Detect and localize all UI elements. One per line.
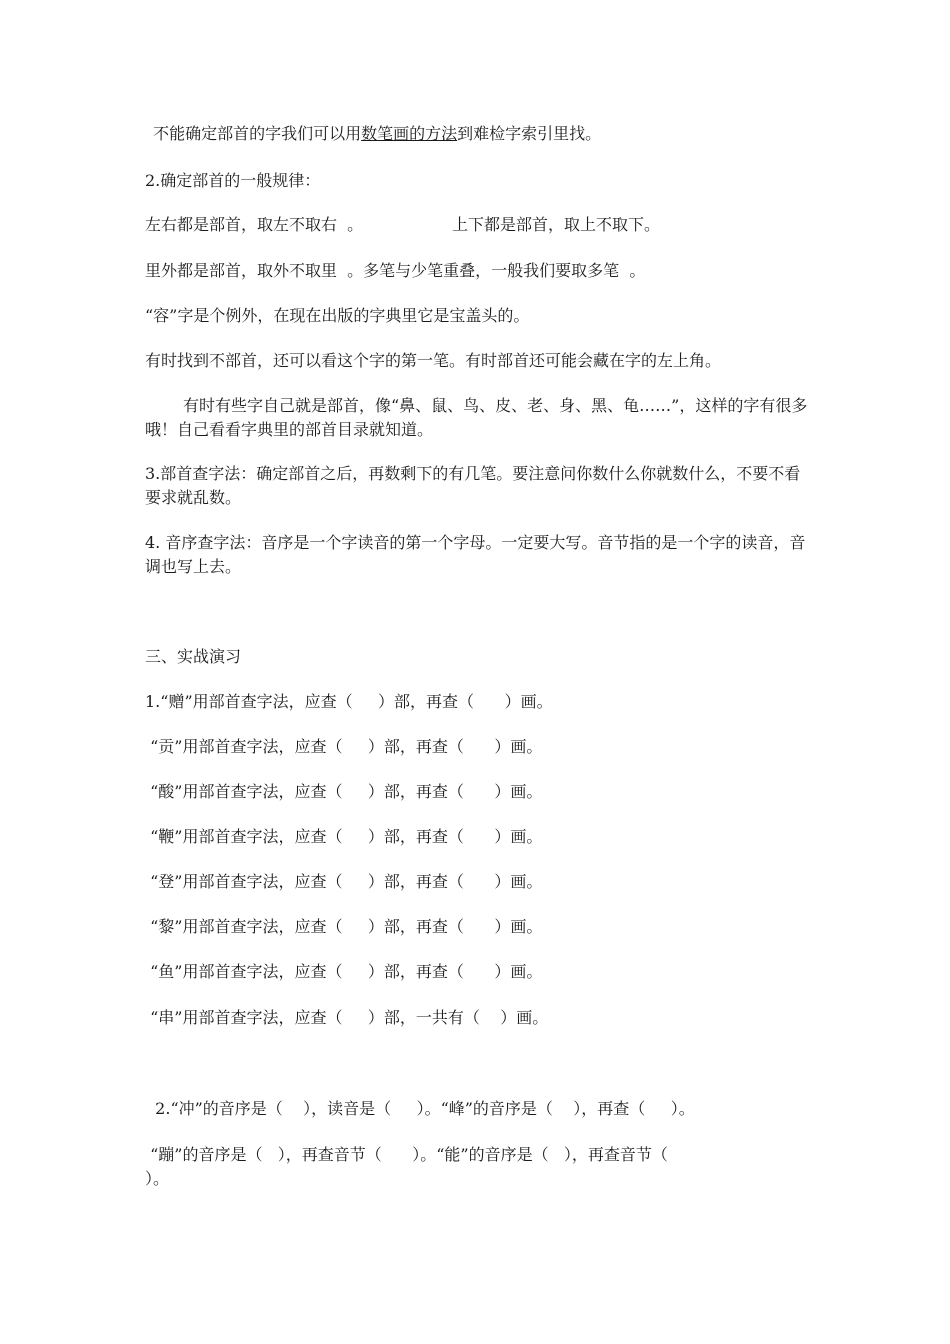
intro-text: 不能确定部首的字我们可以用 <box>148 124 362 143</box>
rule-exception: “容”字是个例外，在现在出版的字典里它是宝盖头的。 <box>145 306 530 325</box>
rule-first-stroke: 有时找到不部首，还可以看这个字的第一笔。有时部首还可能会藏在字的左上角。 <box>145 351 722 370</box>
exercise-phonetic-1: 2.“冲”的音序是（ ），读音是（ ）。“峰”的音序是（ ），再查（ ）。 <box>145 1099 695 1118</box>
rule-left-right: 左右都是部首，取左不取右 。 <box>145 215 364 234</box>
exercise-line: “登”用部首查字法，应查（ ）部，再查（ ）画。 <box>145 872 543 891</box>
method-phonetic: 4. 音序查字法：音序是一个字读音的第一个字母。一定要大写。音节指的是一个字的读音，音调也写上去。 <box>145 533 806 576</box>
rule-self-radical: 有时有些字自己就是部首，像“鼻、鼠、鸟、皮、老、身、黑、龟……”，这样的字有很多哦！自己看看字典里的部首目录就知道。 <box>145 396 808 439</box>
rule-outer-inner: 里外都是部首，取外不取里 。多笔与少笔重叠，一般我们要取多笔 。 <box>145 261 646 280</box>
exercise-line: “酸”用部首查字法，应查（ ）部，再查（ ）画。 <box>145 782 543 801</box>
method-radical: 3.部首查字法：确定部首之后，再数剩下的有几笔。要注意问你数什么你就数什么，不要不看要求就乱数。 <box>145 464 801 507</box>
rule-top-bottom: 上下都是部首，取上不取下。 <box>452 215 661 234</box>
exercise-line: “鞭”用部首查字法，应查（ ）部，再查（ ）画。 <box>145 827 543 846</box>
rules-heading: 2.确定部首的一般规律： <box>145 171 321 190</box>
exercise-line: “串”用部首查字法，应查（ ）部，一共有（ ）画。 <box>145 1008 549 1027</box>
exercise-line: 1.“赠”用部首查字法，应查（ ）部，再查（ ）画。 <box>145 692 553 711</box>
exercise-line: “贡”用部首查字法，应查（ ）部，再查（ ）画。 <box>145 737 543 756</box>
exercise-phonetic-3: ）。 <box>145 1169 170 1188</box>
section-title: 三、实战演习 <box>145 647 242 666</box>
intro-text-end: 到难检字索引里找。 <box>457 124 602 143</box>
intro-underlined-text: 数笔画的方法 <box>361 124 458 143</box>
exercise-phonetic-2: “蹦”的音序是（ ），再查音节（ ）。“能”的音序是（ ），再查音节（ <box>145 1145 668 1164</box>
intro-line <box>148 122 601 146</box>
exercise-line: “黎”用部首查字法，应查（ ）部，再查（ ）画。 <box>145 917 543 936</box>
exercise-line: “鱼”用部首查字法，应查（ ）部，再查（ ）画。 <box>145 962 543 981</box>
